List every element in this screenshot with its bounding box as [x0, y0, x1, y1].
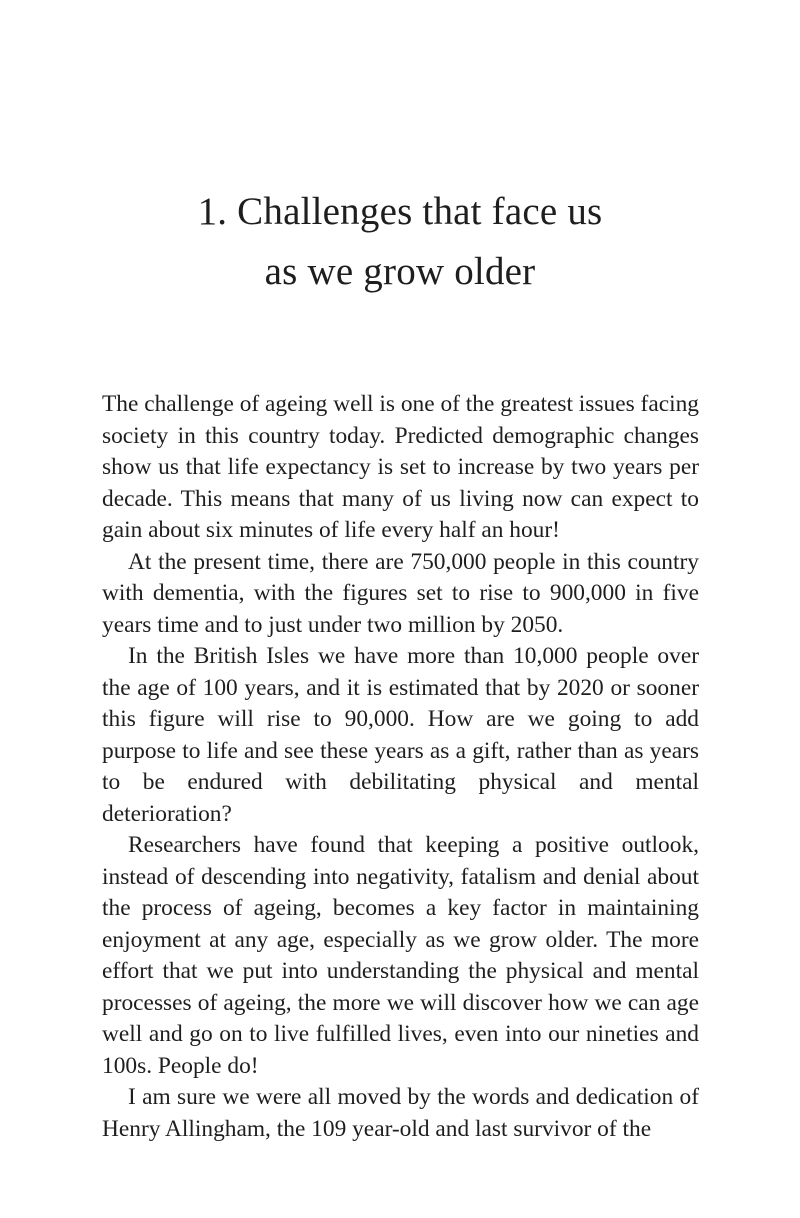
- chapter-title: [0, 182, 800, 302]
- paragraph: At the present time, there are 750,000 people in this country with dementia, with the figures set to rise to 900,000 in five years time and to just under two million by 2050.: [102, 548, 699, 638]
- body-text: [102, 389, 699, 1145]
- paragraph: In the British Isles we have more than 10,000 people over the age of 100 years, and it is estimated that by 2020 or sooner this figure will rise to 90,000. How are we going to add purpose to life and see these years as a gift, rather than as years to be endured with debilitating physical and mental deterioration?: [102, 643, 699, 827]
- paragraph: I am sure we were all moved by the words and dedication of Henry Allingham, the 109 year-old and last survivor of the: [102, 1084, 699, 1142]
- paragraph: Researchers have found that keeping a positive outlook, instead of descending into negativity, fatalism and denial about the process of ageing, becomes a key factor in maintaining enjoyment at any age, especially as we grow older. The more effort that we put into understanding the physical and mental processes of ageing, the more we will discover how we can age well and go on to live fulfilled lives, even into our nineties and 100s. People do!: [102, 832, 699, 1079]
- paragraph: The challenge of ageing well is one of the greatest issues facing society in this country today. Predicted demographic changes show us that life expectancy is set to increase by two years per decade. This means that many of us living now can expect to gain about six minutes of life every half an hour!: [102, 391, 699, 543]
- chapter-title-line-2: as we grow older: [264, 250, 536, 293]
- chapter-title-line-1: 1. Challenges that face us: [197, 190, 603, 233]
